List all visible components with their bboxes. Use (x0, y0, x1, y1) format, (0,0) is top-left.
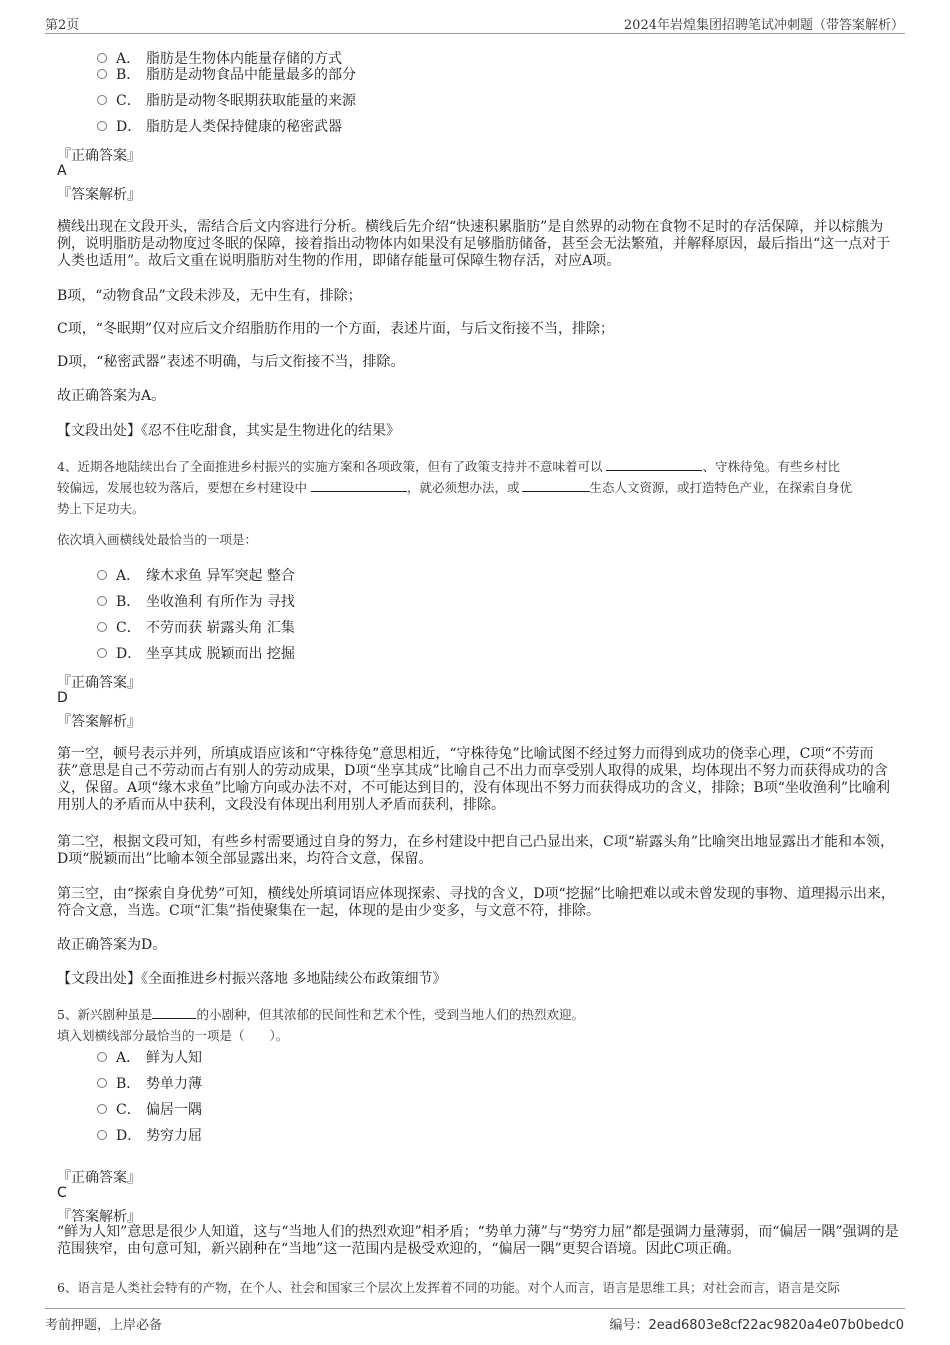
q4-analysis-blank3: 第三空，由“探索自身优势”可知，横线处所填词语应体现探索、寻找的含义，D项“挖掘”比喻把难以或未曾发现的事物、道理揭示出来，符合文意，当选。C项“汇集”指使聚集在一起，体现的是由少变多，与文意不符，排除。 (57, 886, 895, 919)
blank-line (606, 458, 702, 471)
q3-option-b[interactable]: B． 脂肪是动物食品中能量最多的部分 (97, 64, 356, 84)
q3-analysis-label: 『答案解析』 (57, 187, 141, 203)
radio-icon[interactable] (97, 596, 107, 606)
q3-conclusion: 故正确答案为A。 (57, 388, 166, 404)
radio-icon[interactable] (97, 1078, 107, 1088)
document-title: 2024年岩煌集团招聘笔试冲刺题（带答案解析） (623, 18, 904, 33)
radio-icon[interactable] (97, 570, 107, 580)
q4-option-c[interactable]: C． 不劳而获 崭露头角 汇集 (97, 617, 295, 637)
blank-line (522, 479, 590, 492)
q5-analysis-label: 『答案解析』 (57, 1209, 141, 1225)
header-divider (45, 33, 905, 34)
q4-stem-line2: 较偏远，发展也较为落后，要想在乡村建设中 ，就必须想办法，或 生态人文资源，或打造特色产业，在探索自身优 (57, 480, 853, 495)
q4-source: 【文段出处】《全面推进乡村振兴落地 多地陆续公布政策细节》 (57, 971, 447, 987)
q4-instruction: 依次填入画横线处最恰当的一项是： (57, 532, 258, 547)
q4-stem-line1: 4、近期各地陆续出台了全面推进乡村振兴的实施方案和各项政策，但有了政策支持并不意味着可以 、守株待兔。有些乡村比 (57, 459, 840, 474)
q5-instruction: 填入划横线部分最恰当的一项是（ ）。 (57, 1028, 289, 1043)
q3-source: 【文段出处】《忍不住吃甜食，其实是生物进化的结果》 (57, 423, 400, 439)
q3-option-d[interactable]: D． 脂肪是人类保持健康的秘密武器 (97, 116, 342, 136)
q5-option-d[interactable]: D． 势穷力屈 (97, 1125, 202, 1145)
q3-option-a[interactable]: A． 脂肪是生物体内能量存储的方式 (97, 48, 342, 68)
q4-stem-line3: 势上下足功夫。 (57, 501, 145, 516)
q3-analysis-b: B项，“动物食品”文段未涉及，无中生有，排除； (57, 288, 362, 304)
blank-line (152, 1006, 196, 1019)
radio-icon[interactable] (97, 69, 107, 79)
q5-option-b[interactable]: B． 势单力薄 (97, 1073, 202, 1093)
radio-icon[interactable] (97, 121, 107, 131)
q3-analysis-c: C项，“冬眠期”仅对应后文介绍脂肪作用的一个方面，表述片面，与后文衔接不当，排除； (57, 321, 615, 337)
q4-option-d[interactable]: D． 坐享其成 脱颖而出 挖掘 (97, 643, 295, 663)
radio-icon[interactable] (97, 53, 107, 63)
radio-icon[interactable] (97, 1104, 107, 1114)
radio-icon[interactable] (97, 648, 107, 658)
q4-answer-label: 『正确答案』 (57, 675, 141, 691)
q4-analysis-blank2: 第二空，根据文段可知，有些乡村需要通过自身的努力，在乡村建设中把自己凸显出来，C项“崭露头角”比喻突出地显露出才能和本领，D项“脱颖而出”比喻本领全部显露出来，均符合文意，保留。 (57, 834, 895, 867)
q4-answer: D (57, 690, 68, 706)
q5-analysis: “鲜为人知”意思是很少人知道，这与“当地人们的热烈欢迎”相矛盾；“势单力薄”与“势穷力屈”都是强调力量薄弱，而“偏居一隅”强调的是范围狭窄，由句意可知，新兴剧种在“当地”这一范围内是极受欢迎的，“偏居一隅”更契合语境。因此C项正确。 (57, 1224, 899, 1257)
q3-answer-label: 『正确答案』 (57, 148, 141, 164)
blank-line (311, 479, 407, 492)
q5-option-a[interactable]: A． 鲜为人知 (97, 1047, 202, 1067)
q3-analysis-d: D项，“秘密武器”表述不明确，与后文衔接不当，排除。 (57, 354, 405, 370)
q3-answer: A (57, 163, 67, 179)
q5-answer-label: 『正确答案』 (57, 1170, 141, 1186)
footer-divider (45, 1308, 905, 1309)
q5-answer: C (57, 1185, 67, 1201)
q4-analysis-label: 『答案解析』 (57, 714, 141, 730)
q4-analysis-blank1: 第一空，顿号表示并列，所填成语应该和“守株待兔”意思相近，“守株待兔”比喻试图不经过努力而得到成功的侥幸心理，C项“不劳而获”意思是自己不劳动而占有别人的劳动成果，D项“坐享其成”比喻自己不出力而享受别人取得的成果，均体现出不努力而获得成功的含义，保留。A项“缘木求鱼”比喻方向或办法不对，不可能达到目的，没有体现出不努力而获得成功的含义，排除；B项“坐收渔利”比喻利用别人的矛盾而从中获利，文段没有体现出利用别人矛盾而获利，排除。 (57, 746, 891, 813)
radio-icon[interactable] (97, 1130, 107, 1140)
q3-analysis-main: 横线出现在文段开头，需结合后文内容进行分析。横线后先介绍“快速积累脂肪”是自然界的动物在食物不足时的存活保障，并以棕熊为例，说明脂肪是动物度过冬眠的保障，接着指出动物体内如果没有足够脂肪储备，甚至会无法繁殖，并解释原因，最后指出“这一点对于人类也适用”。故后文重在说明脂肪对生物的作用，即储存能量可保障生物存活，对应A项。 (57, 219, 891, 269)
document-code: 编号：2ead6803e8cf22ac9820a4e07b0bedc0 (609, 1318, 904, 1333)
page-number: 第2页 (45, 18, 80, 33)
q4-conclusion: 故正确答案为D。 (57, 937, 167, 953)
q3-option-c[interactable]: C． 脂肪是动物冬眠期获取能量的来源 (97, 90, 356, 110)
q5-stem: 5、新兴剧种虽是 的小剧种，但其浓郁的民间性和艺术个性，受到当地人们的热烈欢迎。 (57, 1007, 584, 1022)
radio-icon[interactable] (97, 622, 107, 632)
radio-icon[interactable] (97, 95, 107, 105)
q4-option-b[interactable]: B． 坐收渔利 有所作为 寻找 (97, 591, 295, 611)
footer-slogan: 考前押题，上岸必备 (45, 1318, 163, 1333)
q5-option-c[interactable]: C． 偏居一隅 (97, 1099, 202, 1119)
q4-option-a[interactable]: A． 缘木求鱼 异军突起 整合 (97, 565, 295, 585)
radio-icon[interactable] (97, 1052, 107, 1062)
q6-stem: 6、语言是人类社会特有的产物，在个人、社会和国家三个层次上发挥着不同的功能。对个人而言，语言是思维工具；对社会而言，语言是交际 (57, 1280, 840, 1295)
